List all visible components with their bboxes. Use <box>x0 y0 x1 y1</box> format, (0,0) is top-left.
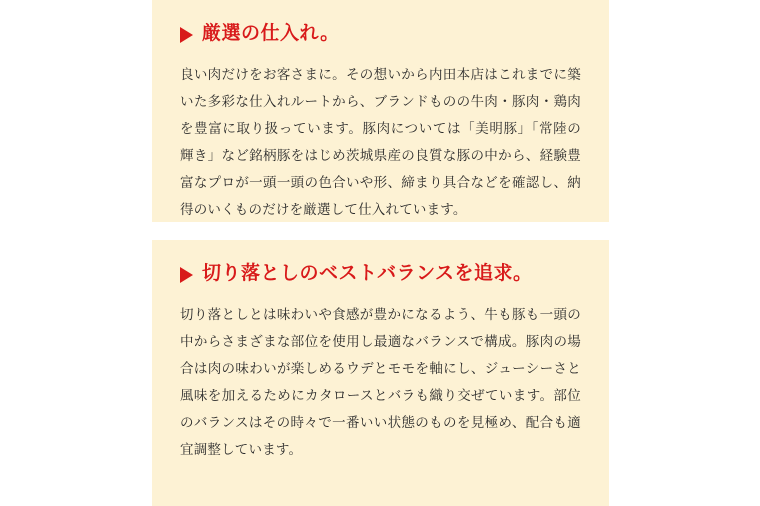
section-body-text: 切り落としとは味わいや食感が豊かになるよう、牛も豚も一頭の中からさまざまな部位を使用し最適なバランスで構成。豚肉の場合は肉の味わいが楽しめるウデとモモを軸にし、ジューシーさと風味を加えるためにカタロースとバラも織り交ぜています。部位のバランスはその時々で一番いい状態のものを見極め、配合も適宜調整しています。 <box>180 306 581 457</box>
section-heading <box>180 22 581 47</box>
section-heading-text: 切り落としのベストバランスを追求。 <box>202 263 533 284</box>
triangle-right-icon <box>180 267 193 283</box>
triangle-right-icon <box>180 27 193 43</box>
section-body-text: 良い肉だけをお客さまに。その想いから内田本店はこれまでに築いた多彩な仕入れルートから、ブランドものの牛肉・豚肉・鶏肉を豊富に取り扱っています。豚肉については「美明豚」「常陸の輝き」など銘柄豚をはじめ茨城県産の良質な豚の中から、経験豊富なプロが一頭一頭の色合いや形、締まり具合などを確認し、納得のいくものだけを厳選して仕入れています。 <box>180 66 581 217</box>
content-panel-selected-sourcing <box>152 0 609 222</box>
section-heading <box>180 262 581 287</box>
section-heading-text: 厳選の仕入れ。 <box>202 23 340 44</box>
content-panel-best-balance <box>152 240 609 506</box>
